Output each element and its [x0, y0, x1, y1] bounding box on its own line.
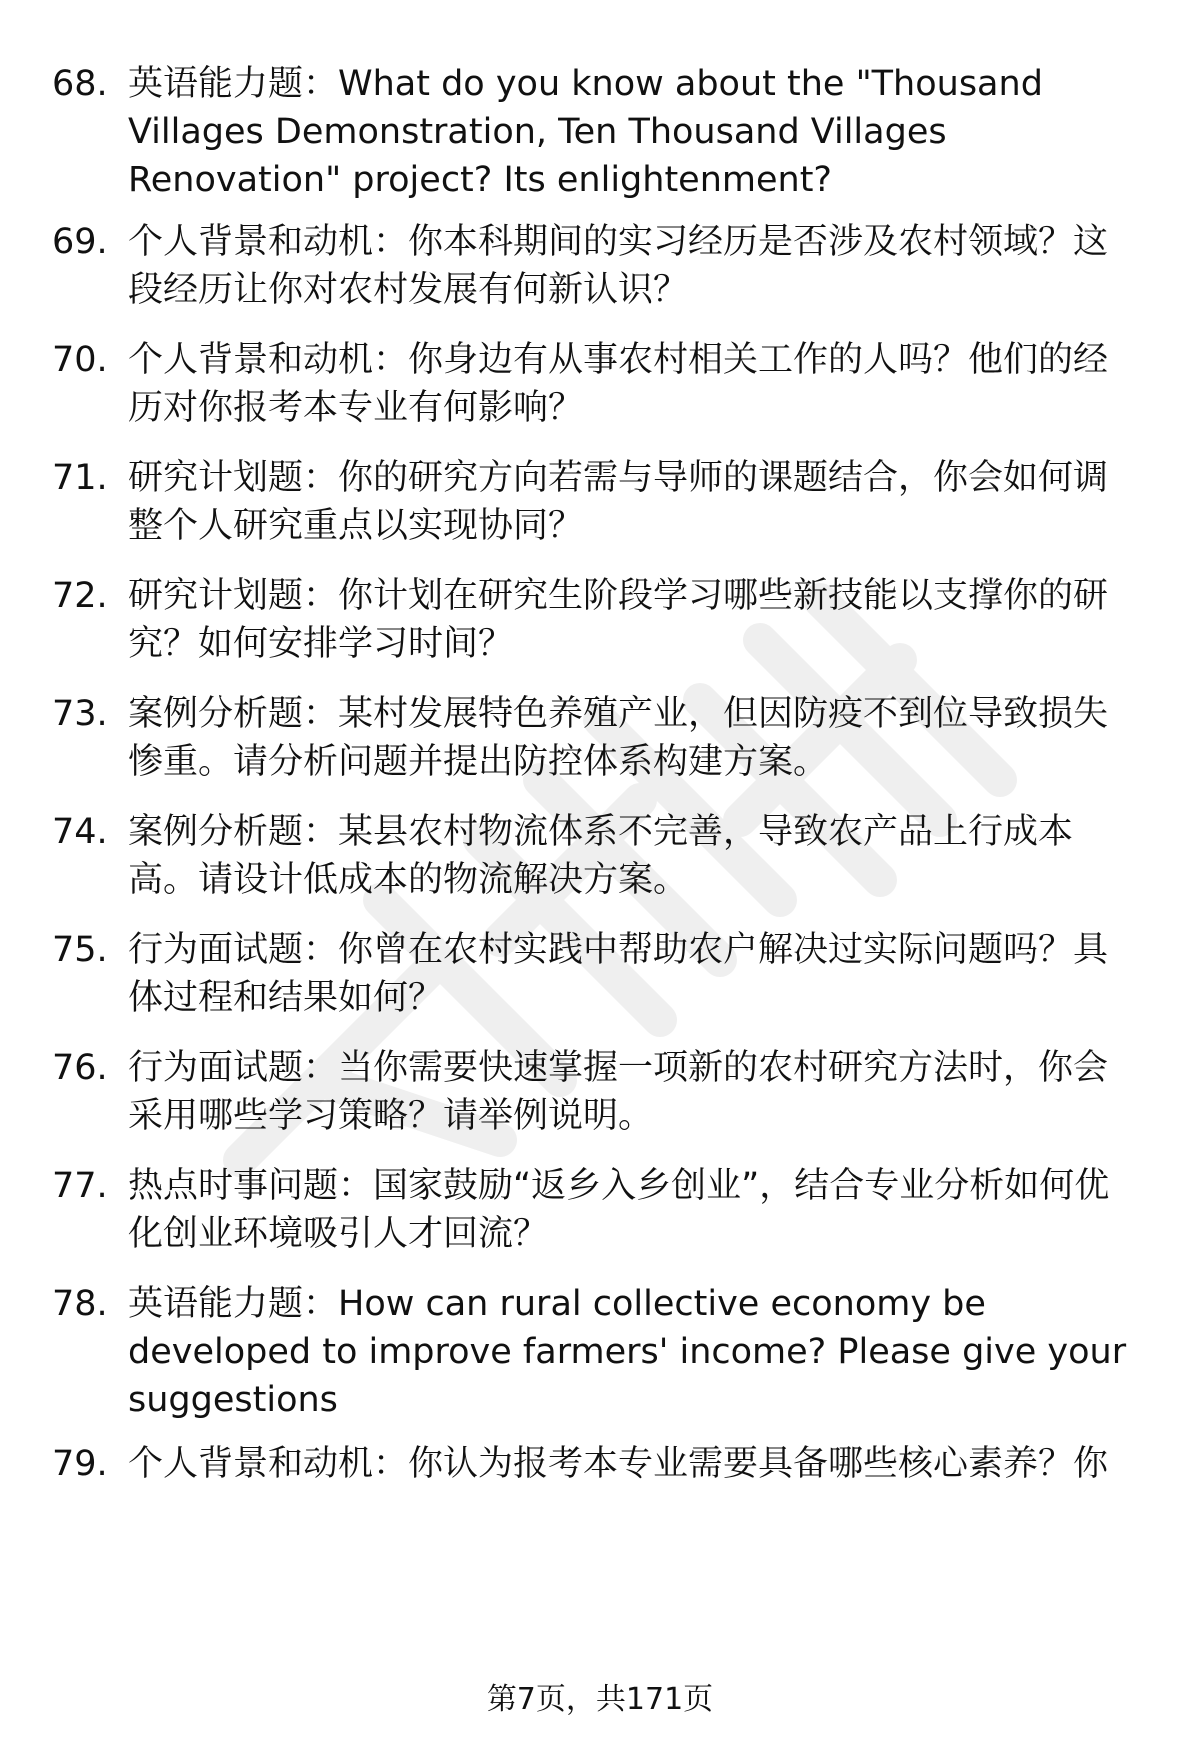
question-text: 研究计划题：你计划在研究生阶段学习哪些新技能以支撑你的研究？如何安排学习时间？	[128, 576, 1109, 664]
question-number: 68.	[52, 64, 108, 104]
question-text: 个人背景和动机：你身边有从事农村相关工作的人吗？他们的经历对你报考本专业有何影响？	[128, 340, 1109, 428]
question-text: 行为面试题：你曾在农村实践中帮助农户解决过实际问题吗？具体过程和结果如何？	[128, 930, 1109, 1018]
question-text: 英语能力题：What do you know about the "Thousand Villages Demonstration, Ten Thousand Villages Renovation" project? Its enlightenment?	[128, 64, 1043, 200]
question-text: 个人背景和动机：你本科期间的实习经历是否涉及农村领域？这段经历让你对农村发展有何新认识？	[128, 222, 1109, 310]
question-text: 案例分析题：某县农村物流体系不完善，导致农产品上行成本高。请设计低成本的物流解决方案。	[128, 812, 1074, 900]
question-number: 79.	[52, 1444, 108, 1484]
question-number: 70.	[52, 340, 108, 380]
question-text: 个人背景和动机：你认为报考本专业需要具备哪些核心素养？你	[128, 1444, 1109, 1484]
question-number: 72.	[52, 576, 108, 616]
question-number: 78.	[52, 1284, 108, 1324]
question-number: 75.	[52, 930, 108, 970]
question-text: 案例分析题：某村发展特色养殖产业，但因防疫不到位导致损失惨重。请分析问题并提出防控体系构建方案。	[128, 694, 1109, 782]
question-number: 74.	[52, 812, 108, 852]
page-footer: 第7页，共171页	[486, 1682, 714, 1717]
question-number: 77.	[52, 1166, 108, 1206]
question-number: 73.	[52, 694, 108, 734]
question-text: 英语能力题：How can rural collective economy be developed to improve farmers' income? Please give your suggestions	[128, 1284, 1127, 1420]
question-number: 69.	[52, 222, 108, 262]
question-text: 研究计划题：你的研究方向若需与导师的课题结合，你会如何调整个人研究重点以实现协同？	[128, 458, 1109, 546]
question-number: 71.	[52, 458, 108, 498]
question-text: 行为面试题：当你需要快速掌握一项新的农村研究方法时，你会采用哪些学习策略？请举例说明。	[128, 1048, 1109, 1136]
question-text: 热点时事问题：国家鼓励“返乡入乡创业”，结合专业分析如何优化创业环境吸引人才回流？	[128, 1166, 1110, 1254]
question-number: 76.	[52, 1048, 108, 1088]
